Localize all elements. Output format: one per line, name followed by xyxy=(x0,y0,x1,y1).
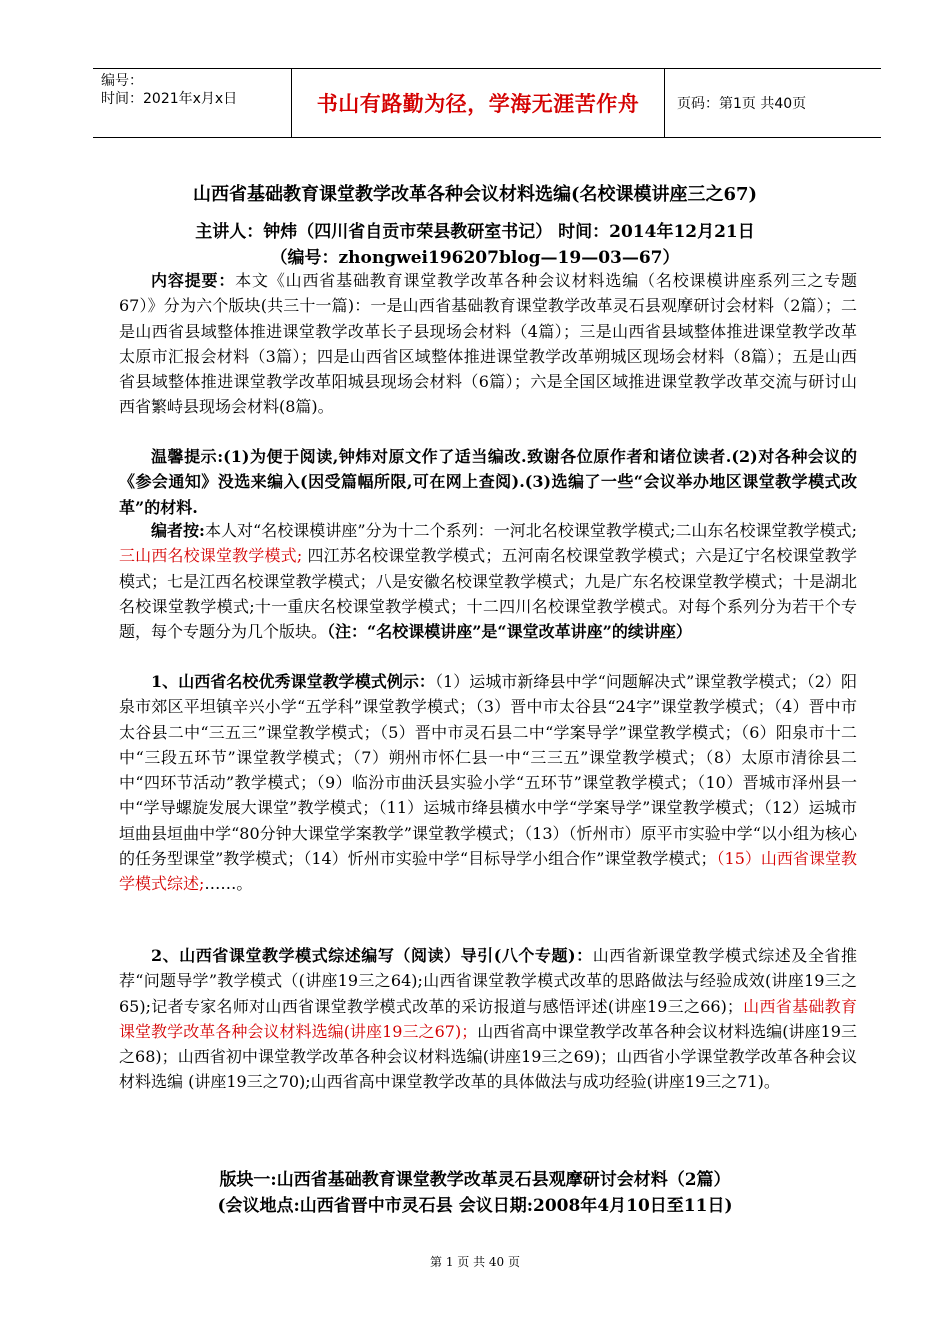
doc-number-label: 编号： xyxy=(101,73,143,89)
model-examples-tail: ……。 xyxy=(204,874,253,894)
document-title: 山西省基础教育课堂教学改革各种会议材料选编(名校课模讲座三之67) xyxy=(192,184,758,205)
presenter-line: 主讲人：钟炜（四川省自贡市荣县教研室书记） 时间：2014年12月21日 xyxy=(195,222,755,242)
summary-text: 本文《山西省基础教育课堂教学改革各种会议材料选编（名校课模讲座系列三之专题67）》分为六个版块(共三十一篇)：一是山西省基础教育课堂教学改革灵石县观摩研讨会材料（2篇）；二是山西省县域整体推进课堂教学改革长子县现场会材料（4篇）；三是山西省县域整体推进课堂教学改革太原市汇报会材料（3篇）；四是山西省区域整体推进课堂教学改革朔城区现场会材料（8篇）；五是山西省县域整体推进课堂教学改革阳城县现场会材料（6篇）；六是全国区域推进课堂教学改革交流与研讨山西省繁峙县现场会材料(8篇)。 xyxy=(119,271,857,417)
doc-time-label: 时间：2021年x月x日 xyxy=(101,91,238,107)
reading-guide-lead: 2、山西省课堂教学模式综述编写（阅读）导引(八个专题)： xyxy=(151,946,593,965)
summary-paragraph xyxy=(119,268,857,420)
model-examples-text: （1）运城市新绛县中学“问题解决式”课堂教学模式；（2）阳泉市郊区平坦镇辛兴小学“五学科”课堂教学模式；（3）晋中市太谷县“24字”课堂教学模式；（4）晋中市太谷县二中“三五三”课堂教学模式；（5）晋中市灵石县二中“学案导学”课堂教学模式；（6）阳泉市十二中“三段五环节”课堂教学模式；（7）朔州市怀仁县一中“三三五”课堂教学模式；（8）太原市清徐县二中“四环节活动”教学模式；（9）临汾市曲沃县实验小学“五环节”课堂教学模式；（10）晋城市泽州县一中“学导螺旋发展大课堂”教学模式；（11）运城市绛县横水中学“学案导学”课堂教学模式；（12）运城市垣曲县垣曲中学“80分钟大课堂学案教学”课堂教学模式；（13）（忻州市）原平市实验中学“以小组为核心的任务型课堂”教学模式；（14）忻州市实验中学“目标导学小组合作”课堂教学模式； xyxy=(119,672,857,869)
header-page-number: 页码：第1页 共40页 xyxy=(677,96,807,112)
section-title: 版块一:山西省基础教育课堂教学改革灵石县观摩研讨会材料（2篇） xyxy=(219,1170,731,1190)
editor-note-paragraph xyxy=(119,518,857,644)
model-examples-paragraph xyxy=(119,669,857,897)
reading-guide-paragraph xyxy=(119,943,857,1095)
editor-note-highlight: 三山西名校课堂教学模式; xyxy=(119,546,303,566)
editor-note-lead: 编者按: xyxy=(151,521,205,540)
tips-paragraph xyxy=(119,444,857,520)
editor-note-text-a: 本人对“名校课模讲座”分为十二个系列：一河北名校课堂教学模式;二山东名校课堂教学模式; xyxy=(204,521,857,540)
header-meta xyxy=(93,69,291,137)
model-examples-highlight: （15）山西省课堂教学模式综述; xyxy=(119,849,857,894)
tips-text: 温馨提示:(1)为便于阅读,钟炜对原文作了适当编改.致谢各位原作者和诸位读者.(2)对各种会议的《参会通知》没选来编入(因受篇幅所限,可在网上查阅).(3)选编了一些“会议举办地区课堂教学模式改革”的材料. xyxy=(119,447,857,517)
reading-guide-text-b: 山西省高中课堂教学改革各种会议材料选编(讲座19三之68)；山西省初中课堂教学改革各种会议材料选编(讲座19三之69)；山西省小学课堂教学改革各种会议材料选编 (讲座19三之70);山西省高中课堂教学改革的具体做法与成功经验(讲座19三之71)。 xyxy=(119,1021,857,1092)
header-motto: 书山有路勤为径，学海无涯苦作舟 xyxy=(291,69,665,137)
editor-note-remark: （注：“名校课模讲座”是“课堂改革讲座”的续讲座） xyxy=(327,622,692,642)
reading-guide-text-a: 山西省新课堂教学模式综述及全省推荐“问题导学”教学模式（(讲座19三之64);山西省课堂教学模式改革的思路做法与经验成效(讲座19三之65);记者专家名师对山西省课堂教学模式改革的采访报道与感悟评述(讲座19三之66)； xyxy=(119,946,857,1016)
reading-guide-highlight: 山西省基础教育课堂教学改革各种会议材料选编(讲座19三之67)； xyxy=(119,996,857,1041)
model-examples-lead: 1、山西省名校优秀课堂教学模式例示： xyxy=(151,672,435,691)
summary-lead: 内容提要： xyxy=(151,271,236,290)
page-footer: 第 1 页 共 40 页 xyxy=(430,1255,520,1269)
section-subtitle: (会议地点:山西省晋中市灵石县 会议日期:2008年4月10日至11日) xyxy=(217,1196,733,1216)
page-header xyxy=(93,68,881,138)
document-code: （编号：zhongwei196207blog—19—03—67） xyxy=(270,248,680,268)
editor-note-text-b: 四江苏名校课堂教学模式；五河南名校课堂教学模式；六是辽宁名校课堂教学模式；七是江西名校课堂教学模式；八是安徽名校课堂教学模式；九是广东名校课堂教学模式；十是湖北名校课堂教学模式;十一重庆名校课堂教学模式；十二四川名校课堂教学模式。对每个系列分为若干个专题，每个专题分为几个版块。 xyxy=(119,546,857,642)
